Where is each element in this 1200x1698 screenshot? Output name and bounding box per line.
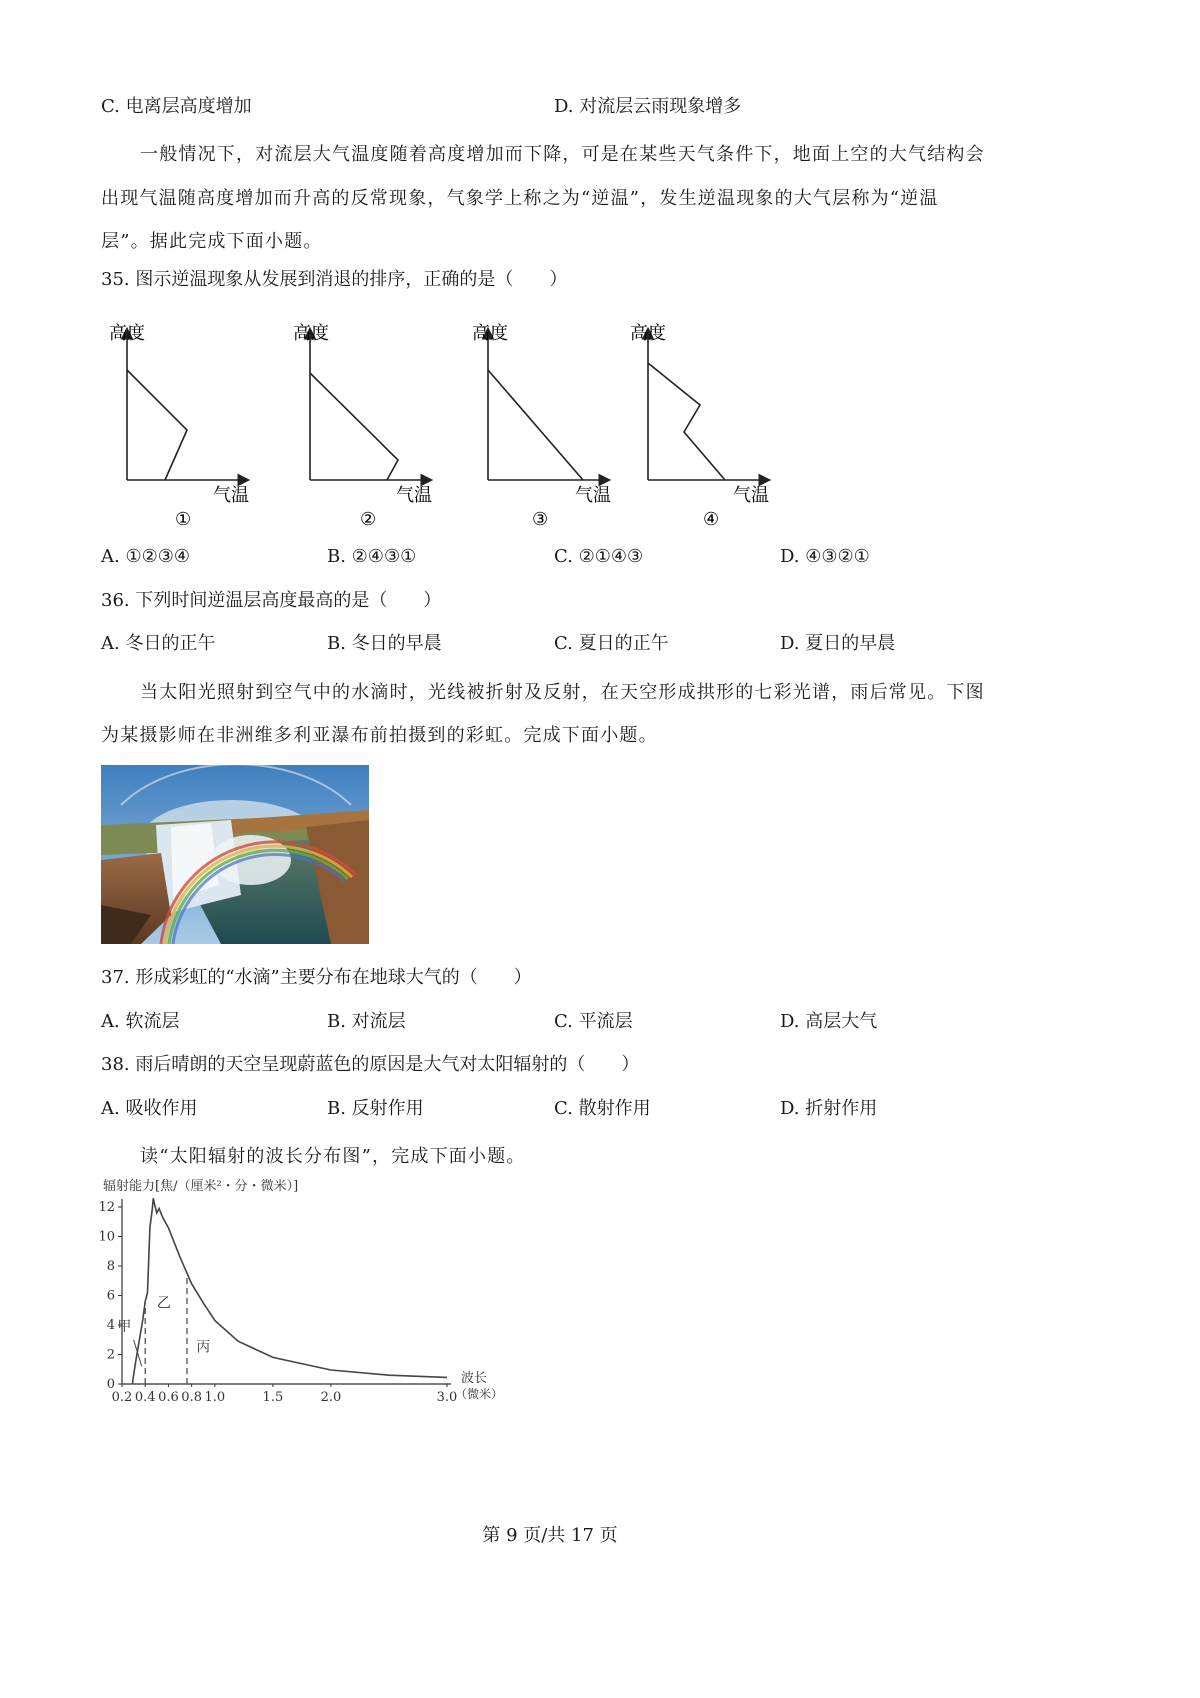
radiation-curve xyxy=(132,1198,447,1384)
region-label-jia: 甲 xyxy=(117,1318,132,1335)
q37-option-c[interactable]: C. 平流层 xyxy=(554,1011,633,1032)
question-36-stem: 36. 下列时间逆温层高度最高的是（ ） xyxy=(101,590,442,611)
q38-option-b[interactable]: B. 反射作用 xyxy=(327,1098,424,1119)
intro-paragraph-1-line-2: 出现气温随高度增加而升高的反常现象，气象学上称之为“逆温”，发生逆温现象的大气层称为“逆温 xyxy=(101,188,939,209)
x-tick-label: 3.0 xyxy=(436,1390,458,1405)
q38-option-d[interactable]: D. 折射作用 xyxy=(780,1098,878,1119)
graph-3-xlabel: 气温 xyxy=(575,485,611,506)
q38-option-c[interactable]: C. 散射作用 xyxy=(554,1098,651,1119)
graph-1-label: ① xyxy=(175,509,192,530)
region-label-bing: 丙 xyxy=(196,1339,211,1356)
y-tick-label: 10 xyxy=(98,1229,115,1245)
chart-dividers xyxy=(145,1273,187,1384)
intro-paragraph-3: 读“太阳辐射的波长分布图”，完成下面小题。 xyxy=(140,1146,526,1167)
question-38-stem: 38. 雨后晴朗的天空呈现蔚蓝色的原因是大气对太阳辐射的（ ） xyxy=(101,1054,640,1075)
q35-option-b[interactable]: B. ②④③① xyxy=(327,546,417,567)
graph-2 xyxy=(293,323,432,530)
chart-xlabel-line-1: 波长 xyxy=(461,1371,488,1386)
q35-option-c[interactable]: C. ②①④③ xyxy=(554,546,644,567)
intro-paragraph-2-line-2: 为某摄影师在非洲维多利亚瀑布前拍摄到的彩虹。完成下面小题。 xyxy=(101,725,658,746)
graph-2-xlabel: 气温 xyxy=(396,485,432,506)
q37-option-d[interactable]: D. 高层大气 xyxy=(780,1011,878,1032)
q36-option-b[interactable]: B. 冬日的早晨 xyxy=(327,633,442,654)
graph-4 xyxy=(630,323,769,530)
graph-1 xyxy=(109,323,249,530)
graph-2-ylabel: 高度 xyxy=(293,323,329,344)
q38-option-a[interactable]: A. 吸收作用 xyxy=(101,1098,198,1119)
q37-option-a[interactable]: A. 软流层 xyxy=(101,1011,180,1032)
y-tick-label: 12 xyxy=(98,1200,115,1215)
graph-1-xlabel: 气温 xyxy=(213,485,249,506)
graph-4-xlabel: 气温 xyxy=(733,485,769,506)
intro-paragraph-1-line-1: 一般情况下，对流层大气温度随着高度增加而下降，可是在某些天气条件下，地面上空的大气结构会 xyxy=(140,144,985,165)
chart-x-ticks xyxy=(112,1384,458,1405)
chart-axes xyxy=(122,1199,451,1384)
x-tick-label: 1.0 xyxy=(204,1390,226,1405)
y-tick-label: 2 xyxy=(106,1347,115,1363)
chart-y-ticks xyxy=(98,1200,122,1392)
x-tick-label: 1.5 xyxy=(262,1390,284,1405)
graph-2-label: ② xyxy=(360,509,377,530)
region-label-yi: 乙 xyxy=(156,1295,171,1312)
q35-option-d[interactable]: D. ④③②① xyxy=(780,546,870,567)
x-tick-label: 2.0 xyxy=(320,1390,342,1405)
question-35-stem: 35. 图示逆温现象从发展到消退的排序，正确的是（ ） xyxy=(101,269,568,290)
q37-option-b[interactable]: B. 对流层 xyxy=(327,1011,406,1032)
graph-4-label: ④ xyxy=(703,509,720,530)
y-tick-label: 4 xyxy=(106,1318,115,1333)
graph-3-label: ③ xyxy=(532,509,549,530)
x-tick-label: 0.4 xyxy=(134,1390,156,1405)
x-tick-label: 0.6 xyxy=(158,1390,179,1405)
inversion-graphs xyxy=(95,315,795,535)
intro-paragraph-2-line-1: 当太阳光照射到空气中的水滴时，光线被折射及反射，在天空形成拱形的七彩光谱，雨后常见。下图 xyxy=(140,682,985,703)
solar-radiation-chart xyxy=(95,1172,515,1412)
chart-xlabel-line-2: （微米） xyxy=(455,1387,504,1401)
intro-paragraph-1-line-3: 层”。据此完成下面小题。 xyxy=(101,231,323,252)
graph-1-ylabel: 高度 xyxy=(109,323,145,344)
graph-4-ylabel: 高度 xyxy=(630,323,666,344)
q35-option-a[interactable]: A. ①②③④ xyxy=(101,546,190,567)
chart-ylabel: 辐射能力[焦/（厘米²・分・微米）] xyxy=(103,1179,299,1194)
q36-option-c[interactable]: C. 夏日的正午 xyxy=(554,633,669,654)
x-tick-label: 0.2 xyxy=(111,1390,133,1405)
graph-3-ylabel: 高度 xyxy=(472,323,508,344)
prev-option-d: D. 对流层云雨现象增多 xyxy=(554,96,742,117)
q36-option-d[interactable]: D. 夏日的早晨 xyxy=(780,633,896,654)
y-tick-label: 8 xyxy=(106,1259,115,1274)
question-37-stem: 37. 形成彩虹的“水滴”主要分布在地球大气的（ ） xyxy=(101,967,532,988)
page-footer: 第 9 页/共 17 页 xyxy=(482,1525,618,1546)
x-tick-label: 0.8 xyxy=(181,1390,202,1405)
y-tick-label: 0 xyxy=(106,1377,115,1392)
graph-3 xyxy=(472,323,611,530)
rainbow-waterfall-photo xyxy=(101,765,369,944)
q36-option-a[interactable]: A. 冬日的正午 xyxy=(101,633,216,654)
prev-option-c: C. 电离层高度增加 xyxy=(101,96,252,117)
y-tick-label: 6 xyxy=(106,1288,115,1304)
